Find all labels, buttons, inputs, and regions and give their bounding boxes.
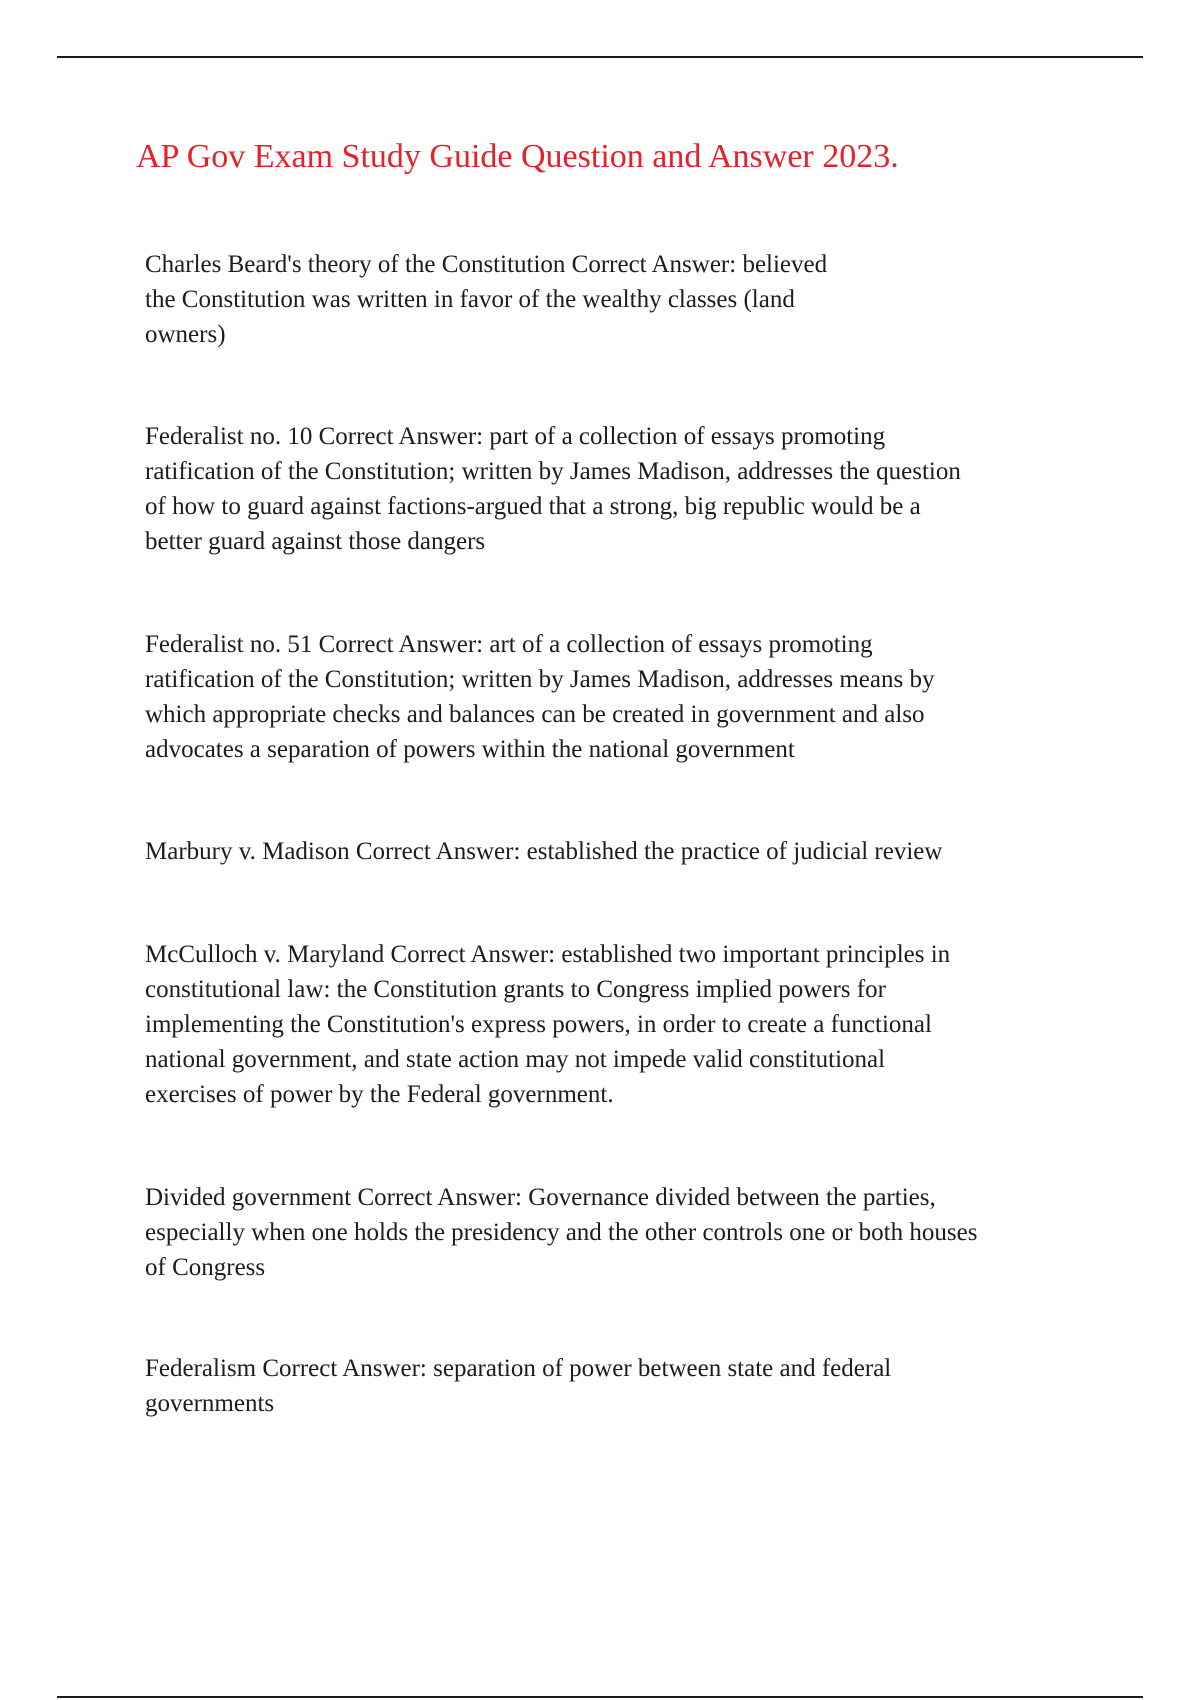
top-divider [57, 56, 1143, 58]
qa-item-charles-beard [145, 247, 827, 352]
text-line: better guard against those dangers [145, 528, 486, 555]
qa-item-federalist-10 [145, 419, 961, 559]
text-line: Federalism Correct Answer: separation of power between state and federal [145, 1355, 892, 1382]
text-line: Federalist no. 51 Correct Answer: art of a collection of essays promoting [145, 631, 873, 658]
text-line: governments [145, 1390, 275, 1417]
text-line: Federalist no. 10 Correct Answer: part of a collection of essays promoting [145, 423, 886, 450]
qa-item-federalism [145, 1351, 891, 1421]
text-line: owners) [145, 321, 226, 348]
text-line: Divided government Correct Answer: Governance divided between the parties, [145, 1184, 936, 1211]
qa-item-mcculloch [145, 937, 950, 1112]
bottom-divider [57, 1696, 1143, 1698]
text-line: advocates a separation of powers within the national government [145, 736, 795, 763]
qa-item-marbury [145, 834, 942, 869]
text-line: which appropriate checks and balances can be created in government and also [145, 701, 925, 728]
qa-item-federalist-51 [145, 627, 934, 767]
text-line: of how to guard against factions-argued that a strong, big republic would be a [145, 493, 921, 520]
document-title: AP Gov Exam Study Guide Question and Answer 2023. [136, 138, 899, 175]
text-line: Charles Beard's theory of the Constitution Correct Answer: believed [145, 251, 828, 278]
text-line: national government, and state action may not impede valid constitutional [145, 1046, 886, 1073]
text-line: ratification of the Constitution; written by James Madison, addresses the question [145, 458, 961, 485]
text-line: ratification of the Constitution; written by James Madison, addresses means by [145, 666, 935, 693]
text-line: implementing the Constitution's express powers, in order to create a functional [145, 1011, 932, 1038]
text-line: exercises of power by the Federal government. [145, 1081, 614, 1108]
qa-item-divided-government [145, 1180, 977, 1285]
text-line: especially when one holds the presidency and the other controls one or both houses [145, 1219, 978, 1246]
text-line: constitutional law: the Constitution grants to Congress implied powers for [145, 976, 886, 1003]
text-line: the Constitution was written in favor of the wealthy classes (land [145, 286, 795, 313]
text-line: of Congress [145, 1254, 266, 1281]
text-line: McCulloch v. Maryland Correct Answer: established two important principles in [145, 941, 951, 968]
text-line: Marbury v. Madison Correct Answer: established the practice of judicial review [145, 838, 943, 865]
